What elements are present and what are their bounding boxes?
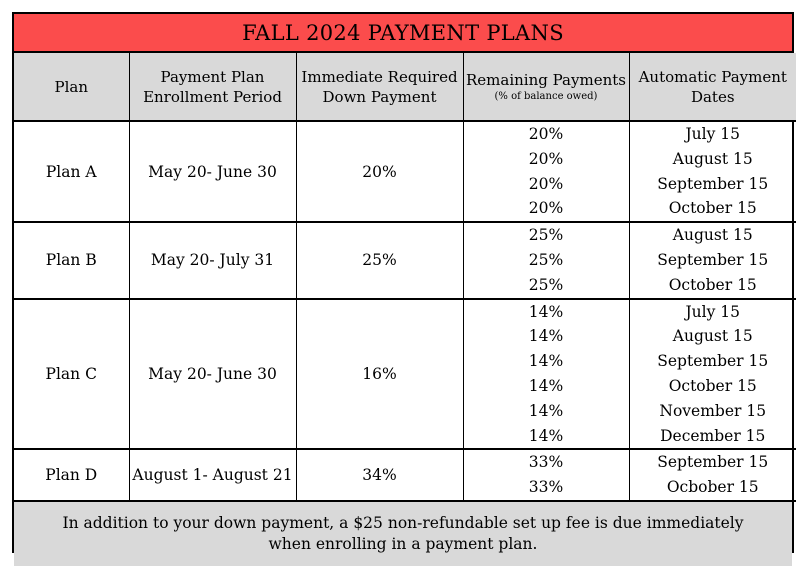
header-down-payment: Immediate Required Down Payment	[296, 53, 463, 121]
payment-date-value: October 15	[668, 376, 757, 395]
remaining-payment-value: 20%	[528, 174, 564, 193]
table-row	[14, 222, 796, 298]
payment-date-value: Ocbober 15	[666, 478, 759, 497]
enrollment-period-cell: August 1- August 21	[129, 449, 296, 501]
plan-name-cell: Plan A	[14, 121, 129, 222]
payment-date-value: December 15	[660, 426, 766, 445]
down-payment-cell: 16%	[296, 299, 463, 450]
enrollment-period-cell: May 20- June 30	[129, 121, 296, 222]
payment-date-value: July 15	[685, 302, 741, 321]
remaining-payment-value: 14%	[528, 302, 564, 321]
payment-date-value: August 15	[672, 226, 753, 245]
payment-date-value: November 15	[659, 401, 767, 420]
remaining-payment-value: 20%	[528, 199, 564, 218]
payment-plans-table	[14, 53, 796, 502]
header-plan: Plan	[14, 53, 129, 121]
table-row	[14, 449, 796, 501]
header-row	[14, 53, 796, 121]
enrollment-period-cell: May 20- June 30	[129, 299, 296, 450]
remaining-payment-value: 25%	[528, 226, 564, 245]
down-payment-cell: 20%	[296, 121, 463, 222]
payment-dates-cell	[629, 222, 796, 298]
payment-date-value: July 15	[685, 125, 741, 143]
payment-dates-cell	[629, 299, 796, 450]
remaining-payment-value: 20%	[528, 125, 564, 143]
payment-date-value: August 15	[672, 327, 753, 346]
payment-date-value: October 15	[668, 199, 757, 218]
payment-dates-cell	[629, 449, 796, 501]
down-payment-cell: 34%	[296, 449, 463, 501]
remaining-payment-value: 14%	[528, 401, 564, 420]
remaining-payment-value: 20%	[528, 149, 564, 168]
payment-date-value: August 15	[672, 149, 753, 168]
payment-date-value: September 15	[657, 352, 769, 371]
footnote: In addition to your down payment, a $25 non-refundable set up fee is due immediately when enrolling in a payment plan.	[14, 502, 792, 566]
header-remaining-payments: Remaining Payments (% of balance owed)	[463, 53, 629, 121]
remaining-payment-value: 33%	[528, 478, 564, 497]
remaining-payments-cell	[463, 121, 629, 222]
remaining-payments-cell	[463, 449, 629, 501]
remaining-payment-value: 33%	[528, 453, 564, 472]
header-enrollment-period: Payment Plan Enrollment Period	[129, 53, 296, 121]
payment-plans-sheet	[12, 12, 794, 553]
remaining-payment-value: 25%	[528, 250, 564, 269]
remaining-payment-value: 14%	[528, 376, 564, 395]
payment-date-value: September 15	[657, 453, 769, 472]
remaining-payment-value: 25%	[528, 275, 564, 294]
remaining-payment-value: 14%	[528, 327, 564, 346]
plan-name-cell: Plan B	[14, 222, 129, 298]
remaining-payments-cell	[463, 299, 629, 450]
payment-date-value: October 15	[668, 275, 757, 294]
payment-date-value: September 15	[657, 250, 769, 269]
table-row	[14, 121, 796, 222]
payment-dates-cell	[629, 121, 796, 222]
header-payment-dates: Automatic Payment Dates	[629, 53, 796, 121]
remaining-payment-value: 14%	[528, 426, 564, 445]
remaining-payments-cell	[463, 222, 629, 298]
table-row	[14, 299, 796, 450]
enrollment-period-cell: May 20- July 31	[129, 222, 296, 298]
page-title: FALL 2024 PAYMENT PLANS	[14, 14, 792, 53]
plan-name-cell: Plan C	[14, 299, 129, 450]
remaining-payment-value: 14%	[528, 352, 564, 371]
down-payment-cell: 25%	[296, 222, 463, 298]
payment-date-value: September 15	[657, 174, 769, 193]
plan-name-cell: Plan D	[14, 449, 129, 501]
